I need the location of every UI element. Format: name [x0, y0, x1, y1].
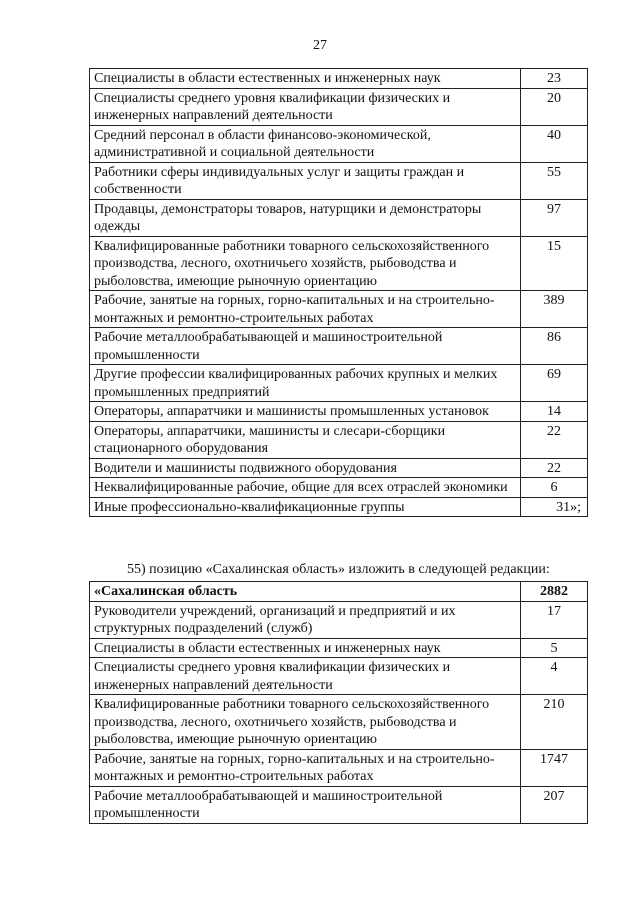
table-row [90, 199, 588, 236]
row-label: Специалисты в области естественных и инженерных наук [90, 69, 521, 89]
row-label: Другие профессии квалифицированных рабочих крупных и мелких промышленных предприятий [90, 365, 521, 402]
row-label: Рабочие, занятые на горных, горно-капитальных и на строительно-монтажных и ремонтно-строительных работах [90, 291, 521, 328]
row-value: 69 [521, 365, 588, 402]
row-label: Специалисты среднего уровня квалификации физических и инженерных направлений деятельности [90, 88, 521, 125]
page-number: 27 [313, 38, 327, 53]
row-label: Операторы, аппаратчики и машинисты промышленных установок [90, 402, 521, 422]
region-name: «Сахалинская область [90, 582, 521, 602]
row-label: Операторы, аппаратчики, машинисты и слесари-сборщики стационарного оборудования [90, 421, 521, 458]
row-value: 14 [521, 402, 588, 422]
row-label: Рабочие металлообрабатывающей и машиностроительной промышленности [90, 786, 521, 823]
row-value: 97 [521, 199, 588, 236]
row-label: Работники сферы индивидуальных услуг и защиты граждан и собственности [90, 162, 521, 199]
row-label: Водители и машинисты подвижного оборудования [90, 458, 521, 478]
sakhalin-region-table [89, 581, 588, 824]
row-value: 389 [521, 291, 588, 328]
row-label: Квалифицированные работники товарного сельскохозяйственного производства, лесного, охотничьего хозяйств, рыбоводства и рыболовства, имеющие рыночную ориентацию [90, 695, 521, 750]
row-label: Рабочие металлообрабатывающей и машиностроительной промышленности [90, 328, 521, 365]
row-label: Средний персонал в области финансово-экономической, административной и социальной деятельности [90, 125, 521, 162]
row-label: Продавцы, демонстраторы товаров, натурщики и демонстраторы одежды [90, 199, 521, 236]
table-row [90, 291, 588, 328]
table-row [90, 236, 588, 291]
table-row [90, 601, 588, 638]
row-value: 86 [521, 328, 588, 365]
row-label: Иные профессионально-квалификационные группы [90, 497, 521, 517]
table-row [90, 162, 588, 199]
region-heading-row [90, 582, 588, 602]
table-row [90, 88, 588, 125]
row-value: 17 [521, 601, 588, 638]
table-row [90, 658, 588, 695]
row-value: 5 [521, 638, 588, 658]
table-row [90, 402, 588, 422]
table-row [90, 328, 588, 365]
row-value: 1747 [521, 749, 588, 786]
table-row [90, 638, 588, 658]
table-row [90, 458, 588, 478]
row-value: 22 [521, 458, 588, 478]
table-row [90, 478, 588, 498]
row-value: 31»; [521, 497, 588, 517]
region-total: 2882 [521, 582, 588, 602]
row-label: Рабочие, занятые на горных, горно-капитальных и на строительно-монтажных и ремонтно-строительных работах [90, 749, 521, 786]
table-row [90, 497, 588, 517]
table-row [90, 695, 588, 750]
row-label: Квалифицированные работники товарного сельскохозяйственного производства, лесного, охотничьего хозяйств, рыбоводства и рыболовства, имеющие рыночную ориентацию [90, 236, 521, 291]
row-value: 55 [521, 162, 588, 199]
table-row [90, 125, 588, 162]
row-value: 22 [521, 421, 588, 458]
row-label: Руководители учреждений, организаций и предприятий и их структурных подразделений (служб) [90, 601, 521, 638]
row-value: 40 [521, 125, 588, 162]
row-value: 210 [521, 695, 588, 750]
amendment-paragraph: 55) позицию «Сахалинская область» изложить в следующей редакции: [127, 562, 550, 577]
row-label: Специалисты в области естественных и инженерных наук [90, 638, 521, 658]
table-row [90, 365, 588, 402]
table-row [90, 786, 588, 823]
row-value: 23 [521, 69, 588, 89]
table-row [90, 69, 588, 89]
row-value: 20 [521, 88, 588, 125]
row-value: 4 [521, 658, 588, 695]
row-label: Неквалифицированные рабочие, общие для всех отраслей экономики [90, 478, 521, 498]
table-row [90, 749, 588, 786]
occupations-table-continued [89, 68, 588, 517]
table-row [90, 421, 588, 458]
row-value: 207 [521, 786, 588, 823]
row-label: Специалисты среднего уровня квалификации физических и инженерных направлений деятельности [90, 658, 521, 695]
row-value: 15 [521, 236, 588, 291]
row-value: 6 [521, 478, 588, 498]
